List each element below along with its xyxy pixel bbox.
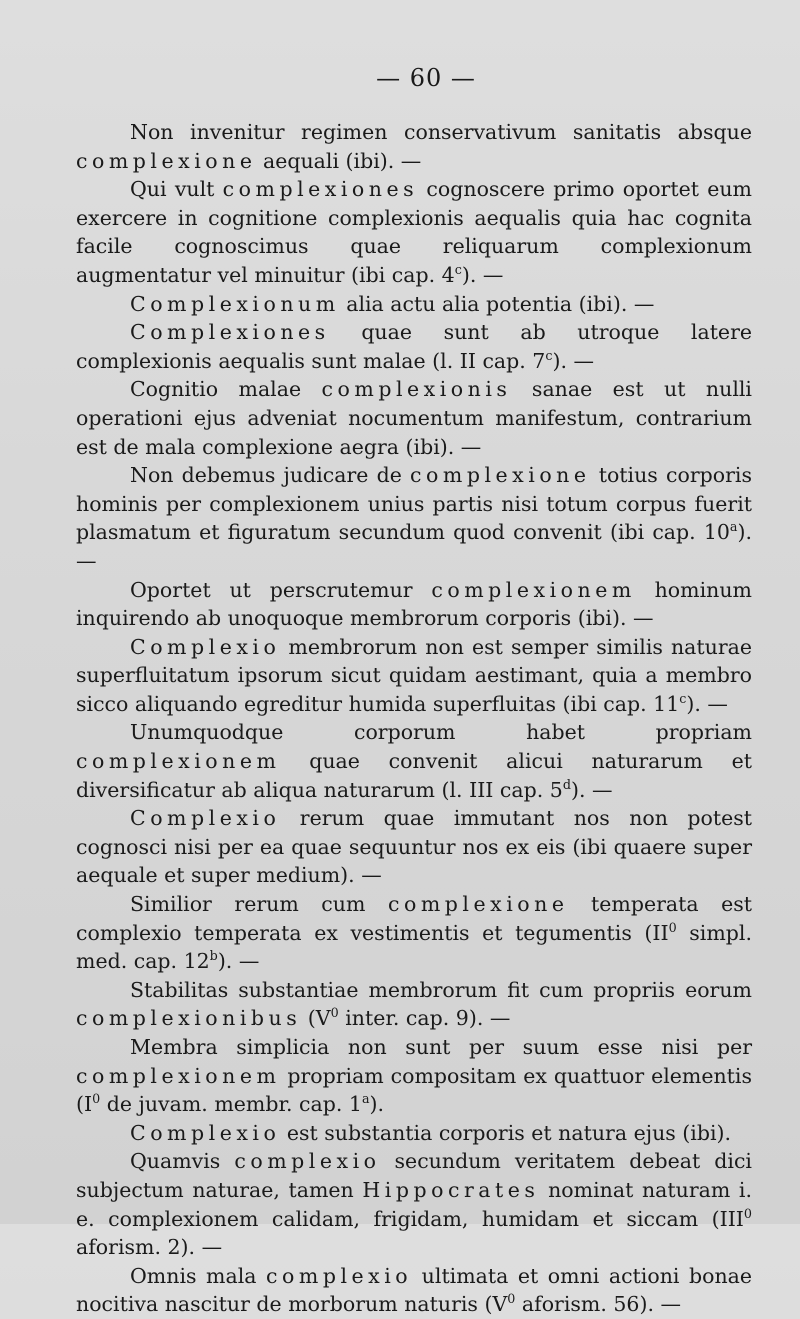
paragraph xyxy=(76,976,752,1033)
spaced-term: complexio xyxy=(266,1263,413,1288)
spaced-term: Complexionum xyxy=(130,291,340,316)
paragraph xyxy=(76,1119,752,1148)
superscript: 0 xyxy=(507,1291,516,1307)
page-body xyxy=(76,118,752,1319)
paragraph xyxy=(76,1147,752,1261)
text-run: Non invenitur regimen conservativum sanitatis absque xyxy=(130,120,752,144)
text-run: Omnis mala xyxy=(130,1263,267,1288)
spaced-term: complexionem xyxy=(431,577,636,602)
paragraph xyxy=(76,318,752,375)
text-run: alia actu alia potentia (ibi). — xyxy=(339,291,655,316)
superscript: 0 xyxy=(92,1091,101,1107)
text-run: Stabilitas substantiae membrorum fit cum propriis eorum xyxy=(130,977,752,1002)
text-run: ). — xyxy=(461,262,504,287)
text-run: ). — xyxy=(552,348,595,373)
superscript: 0 xyxy=(743,1205,752,1221)
text-run: (V xyxy=(301,1006,331,1031)
text-run: ). — xyxy=(686,691,728,716)
spaced-term: complexione xyxy=(76,148,257,173)
superscript: c xyxy=(454,262,462,278)
text-run: Unumquodque corporum habet propriam xyxy=(130,720,752,745)
paragraph xyxy=(76,118,752,175)
paragraph xyxy=(76,1033,752,1119)
superscript: 0 xyxy=(330,1005,339,1021)
paragraph xyxy=(76,175,752,289)
text-run: Cognitio malae xyxy=(130,377,322,402)
superscript: b xyxy=(209,948,218,964)
text-run: temperata est complexio temperata ex vestimentis et tegumentis (II xyxy=(76,892,752,945)
paragraph xyxy=(76,633,752,719)
text-run: ). — xyxy=(217,949,260,974)
text-run: Qui vult xyxy=(130,177,223,202)
text-run: quae convenit alicui naturarum et diversificatur ab aliqua naturarum (l. III cap. 5 xyxy=(76,749,752,802)
text-run: Membra simplicia non sunt per suum esse nisi per xyxy=(130,1035,752,1059)
spaced-term: complexione xyxy=(387,892,569,917)
superscript: c xyxy=(545,347,553,363)
spaced-term: complexionem xyxy=(76,749,281,774)
text-run: est substantia corporis et natura ejus (ibi). xyxy=(280,1120,732,1145)
text-run: aforism. 56). — xyxy=(515,1292,682,1317)
text-run: ultimata et omni actioni bonae nocitiva nascitur de morborum naturis (V xyxy=(76,1263,752,1317)
text-run: cognoscere primo oportet eum exercere in cognitione complexionis aequalis quia hac cognita facile cognoscimus quae reliquarum complexionum augmentatur vel minuitur (ibi cap. 4 xyxy=(76,177,752,287)
text-run: inter. cap. 9). — xyxy=(338,1006,511,1031)
paragraph xyxy=(76,576,752,633)
spaced-term: Complexio xyxy=(130,634,281,659)
text-run: totius corporis hominis per complexionem unius partis nisi totum corpus fuerit plasmatum et figuratum secundum quod convenit (ibi cap. 10 xyxy=(76,463,752,545)
text-run: secundum veritatem debeat dici subjectum naturae, tamen xyxy=(76,1149,752,1202)
superscript: a xyxy=(361,1091,370,1107)
text-run: nominat naturam i. e. complexionem calidam, frigidam, humidam et siccam (III xyxy=(76,1177,753,1231)
spaced-term: Complexiones xyxy=(130,320,330,345)
text-run: quae sunt ab utroque latere complexionis aequalis sunt malae (l. II cap. 7 xyxy=(76,320,752,373)
text-run: de juvam. membr. cap. 1 xyxy=(100,1092,362,1117)
text-run: Similior rerum cum xyxy=(130,892,388,917)
spaced-term: complexiones xyxy=(222,177,419,202)
paragraph xyxy=(76,1262,752,1319)
paragraph xyxy=(76,804,752,890)
paragraph xyxy=(76,461,752,575)
text-run: sanae est ut nulli operationi ejus adveniat nocumentum manifestum, contrarium est de mala complexione aegra (ibi). — xyxy=(76,377,752,459)
paragraph xyxy=(76,290,752,319)
text-run: membrorum non est semper similis naturae superfluitatum ipsorum sicut quidam aestimant, quia a membro sicco aliquando egreditur humida superfluitas (ibi cap. 11 xyxy=(76,634,752,716)
spaced-term: complexionibus xyxy=(76,1006,302,1031)
text-run: rerum quae immutant nos non potest cognosci nisi per ea quae sequuntur nos ex eis (ibi quaere super aequale et super medium). — xyxy=(76,806,752,888)
spaced-term: complexione xyxy=(410,463,591,488)
text-run: Quamvis xyxy=(130,1149,235,1174)
spaced-term: Complexio xyxy=(130,806,281,831)
superscript: 0 xyxy=(668,919,677,935)
text-run: ). — xyxy=(570,777,613,802)
text-run: ). — xyxy=(76,520,752,573)
text-run: simpl. med. cap. 12 xyxy=(76,920,752,974)
paragraph xyxy=(76,375,752,461)
spaced-term: complexionem xyxy=(76,1063,281,1088)
text-run: aequali (ibi). — xyxy=(256,148,422,173)
spaced-term: complexio xyxy=(234,1149,381,1174)
text-run: Oportet ut perscrutemur xyxy=(130,577,432,602)
spaced-term: Hippocrates xyxy=(362,1177,540,1202)
superscript: c xyxy=(679,691,687,707)
superscript: a xyxy=(729,519,738,535)
spaced-term: complexionis xyxy=(321,377,512,402)
text-run: hominum inquirendo ab unoquoque membrorum corporis (ibi). — xyxy=(76,577,752,631)
text-run: Non debemus judicare de xyxy=(130,463,411,488)
text-run: ). xyxy=(369,1092,385,1117)
paragraph xyxy=(76,718,752,804)
page-number: — 60 — xyxy=(376,64,476,92)
text-run: aforism. 2). — xyxy=(76,1235,223,1260)
text-run: propriam compositam ex quattuor elementis (I xyxy=(76,1063,752,1117)
superscript: d xyxy=(562,776,571,792)
spaced-term: Complexio xyxy=(130,1120,281,1145)
paragraph xyxy=(76,890,752,976)
